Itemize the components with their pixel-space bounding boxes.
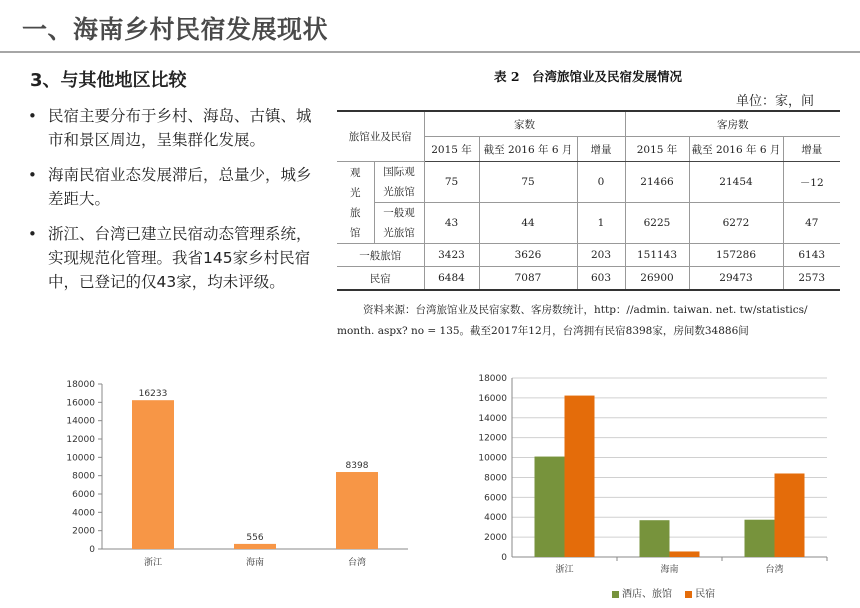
bullet-item: • 海南民宿业态发展滞后，总量少，城乡差距大。 — [26, 163, 326, 211]
x-tick-label: 海南 — [660, 565, 679, 575]
legend-swatch — [612, 591, 619, 598]
bar — [670, 551, 700, 557]
bar-chart-left-svg — [40, 372, 440, 582]
y-tick-label: 10000 — [66, 453, 95, 464]
legend-item — [612, 589, 675, 600]
table-cell: 44 — [479, 203, 577, 244]
bar — [640, 520, 670, 557]
y-tick-label: 8000 — [484, 473, 507, 484]
table-cell: 6143 — [783, 244, 840, 267]
group-header-rooms: 客房数 — [625, 111, 840, 137]
x-tick-label: 台湾 — [347, 558, 367, 568]
y-tick-label: 12000 — [478, 433, 507, 444]
y-tick-label: 2000 — [484, 533, 507, 544]
table-cell: 6272 — [689, 203, 783, 244]
x-tick-label: 浙江 — [143, 558, 163, 568]
source-line-1: 资料来源：台湾旅馆业及民宿家数、客房数统计，http：//admin. taiwan. net. tw/statistics/ — [363, 304, 808, 316]
y-tick-label: 10000 — [478, 453, 507, 464]
taiwan-lodging-table — [337, 110, 840, 291]
sub-header: 截至 2016 年 6 月 — [479, 137, 577, 162]
sub-header: 增量 — [577, 137, 625, 162]
x-tick-label: 海南 — [245, 558, 265, 568]
y-tick-label: 14000 — [66, 416, 95, 427]
bullet-item: • 民宿主要分布于乡村、海岛、古镇、城市和景区周边，呈集群化发展。 — [26, 104, 326, 152]
row-label: 民宿 — [337, 267, 424, 291]
table-cell: 26900 — [625, 267, 689, 291]
table-cell: 6225 — [625, 203, 689, 244]
sub-header: 2015 年 — [625, 137, 689, 162]
bar — [745, 520, 775, 557]
legend-swatch — [685, 591, 692, 598]
y-tick-label: 0 — [501, 553, 507, 563]
y-tick-label: 16000 — [66, 398, 95, 409]
table-cell: 2573 — [783, 267, 840, 291]
legend-label: 酒店、旅馆 — [622, 589, 672, 600]
table-caption: 表 2 台湾旅馆业及民宿发展情况 — [494, 69, 683, 84]
y-tick-label: 14000 — [478, 413, 507, 424]
sub-header: 2015 年 — [424, 137, 479, 162]
bullet-list — [26, 104, 326, 305]
sub-header: 增量 — [783, 137, 840, 162]
y-tick-label: 0 — [89, 545, 95, 555]
bar — [535, 457, 565, 557]
table-cell: －12 — [783, 162, 840, 203]
y-tick-label: 6000 — [484, 493, 507, 504]
source-line-2: month. aspx? no = 135。截至2017年12月，台湾拥有民宿8398家，房间数34886间 — [337, 325, 749, 337]
group-header-count: 家数 — [424, 111, 625, 137]
bar — [132, 400, 174, 549]
chart-left — [40, 372, 440, 582]
table-cell: 0 — [577, 162, 625, 203]
table-cell: 29473 — [689, 267, 783, 291]
table-cell: 7087 — [479, 267, 577, 291]
table-cell: 203 — [577, 244, 625, 267]
bullet-item: • 浙江、台湾已建立民宿动态管理系统，实现规范化管理。我省145家乡村民宿中，已登记的仅43家，均未评级。 — [26, 222, 326, 294]
category-cell: 观光旅馆 — [337, 162, 374, 244]
y-tick-label: 4000 — [484, 513, 507, 524]
table-cell: 75 — [479, 162, 577, 203]
bar-chart-right-svg — [470, 368, 860, 580]
data-label: 556 — [246, 532, 264, 543]
table-cell: 43 — [424, 203, 479, 244]
data-label: 16233 — [138, 389, 168, 400]
table-cell: 21454 — [689, 162, 783, 203]
bar — [565, 396, 595, 557]
y-tick-label: 6000 — [72, 490, 95, 500]
row-label: 一般观光旅馆 — [374, 203, 424, 244]
y-tick-label: 18000 — [478, 374, 507, 384]
table-cell: 75 — [424, 162, 479, 203]
legend-item — [685, 589, 715, 600]
y-tick-label: 4000 — [72, 508, 95, 519]
section-heading: 3、与其他地区比较 — [30, 70, 187, 91]
table-cell: 6484 — [424, 267, 479, 291]
title-divider — [0, 51, 860, 53]
bar — [234, 544, 276, 549]
row-header-cell: 旅馆业及民宿 — [337, 111, 424, 162]
bar — [775, 473, 805, 557]
chart-right — [470, 368, 860, 580]
page-title: 一、海南乡村民宿发展现状 — [22, 15, 329, 44]
table-unit: 单位：家，间 — [736, 94, 815, 109]
y-tick-label: 2000 — [72, 526, 95, 537]
y-tick-label: 18000 — [66, 380, 95, 390]
y-tick-label: 16000 — [478, 393, 507, 404]
table-cell: 157286 — [689, 244, 783, 267]
sub-header: 截至 2016 年 6 月 — [689, 137, 783, 162]
x-tick-label: 浙江 — [555, 565, 574, 575]
table-row — [337, 244, 840, 267]
data-label: 8398 — [345, 461, 369, 472]
row-label: 国际观光旅馆 — [374, 162, 424, 203]
table-row — [337, 267, 840, 291]
table-cell: 21466 — [625, 162, 689, 203]
legend-label: 民宿 — [695, 589, 716, 600]
y-tick-label: 8000 — [72, 471, 95, 482]
table-cell: 47 — [783, 203, 840, 244]
bar — [336, 472, 378, 549]
table-cell: 603 — [577, 267, 625, 291]
y-tick-label: 12000 — [66, 435, 95, 445]
table-row — [337, 162, 840, 203]
table-cell: 3423 — [424, 244, 479, 267]
table-cell: 1 — [577, 203, 625, 244]
row-label: 一般旅馆 — [337, 244, 424, 267]
x-tick-label: 台湾 — [765, 565, 784, 575]
table-cell: 151143 — [625, 244, 689, 267]
table-source-note — [337, 300, 843, 342]
table-row — [337, 203, 840, 244]
table-cell: 3626 — [479, 244, 577, 267]
chart-legend — [612, 585, 725, 600]
